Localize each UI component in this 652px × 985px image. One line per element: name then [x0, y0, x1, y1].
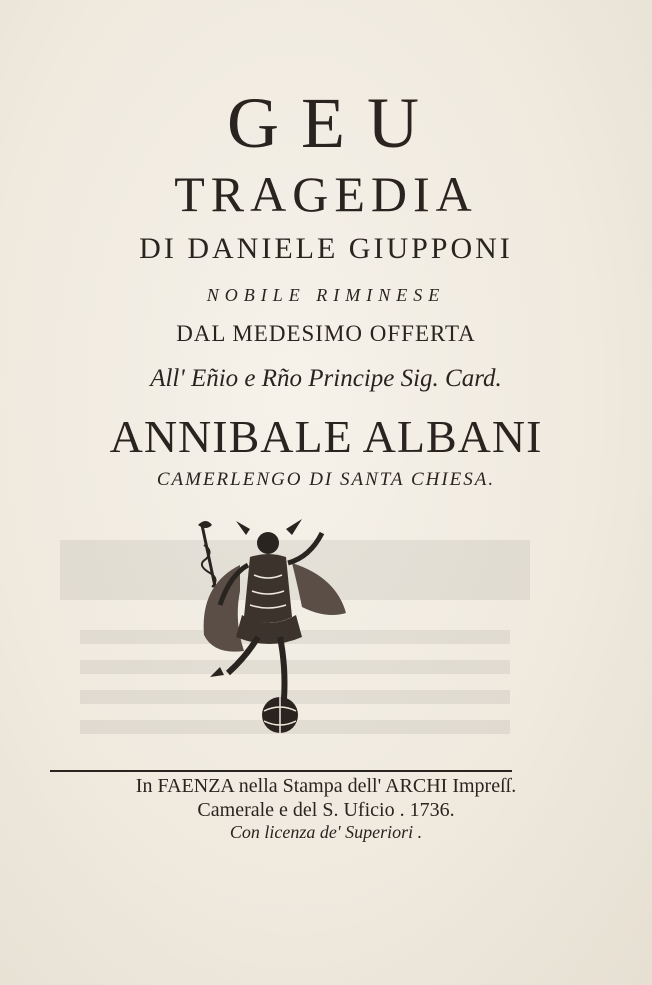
dedicatee-office: CAMERLENGO DI SANTA CHIESA.	[156, 469, 496, 490]
book-title: GEU	[227, 83, 441, 163]
book-subtitle: TRAGEDIA	[174, 166, 478, 222]
offered-by-line: DAL MEDESIMO OFFERTA	[176, 321, 476, 346]
dedicatee-name: ANNIBALE ALBANI	[109, 411, 543, 462]
imprint-rule	[50, 770, 512, 772]
mercury-woodcut-icon	[180, 515, 360, 745]
author-qualifier: NOBILE RIMINESE	[206, 285, 446, 305]
author-line: DI DANIELE GIUPPONI	[139, 232, 513, 265]
imprint-line-3: Con licenza de' Superiori .	[229, 822, 423, 842]
imprint-line-2: Camerale e del S. Uficio . 1736.	[197, 799, 455, 821]
dedication-line: All' Eñio e Rño Principe Sig. Card.	[150, 365, 502, 392]
imprint-line-1: In FAENZA nella Stampa dell' ARCHI Impreſſ.	[135, 775, 517, 797]
